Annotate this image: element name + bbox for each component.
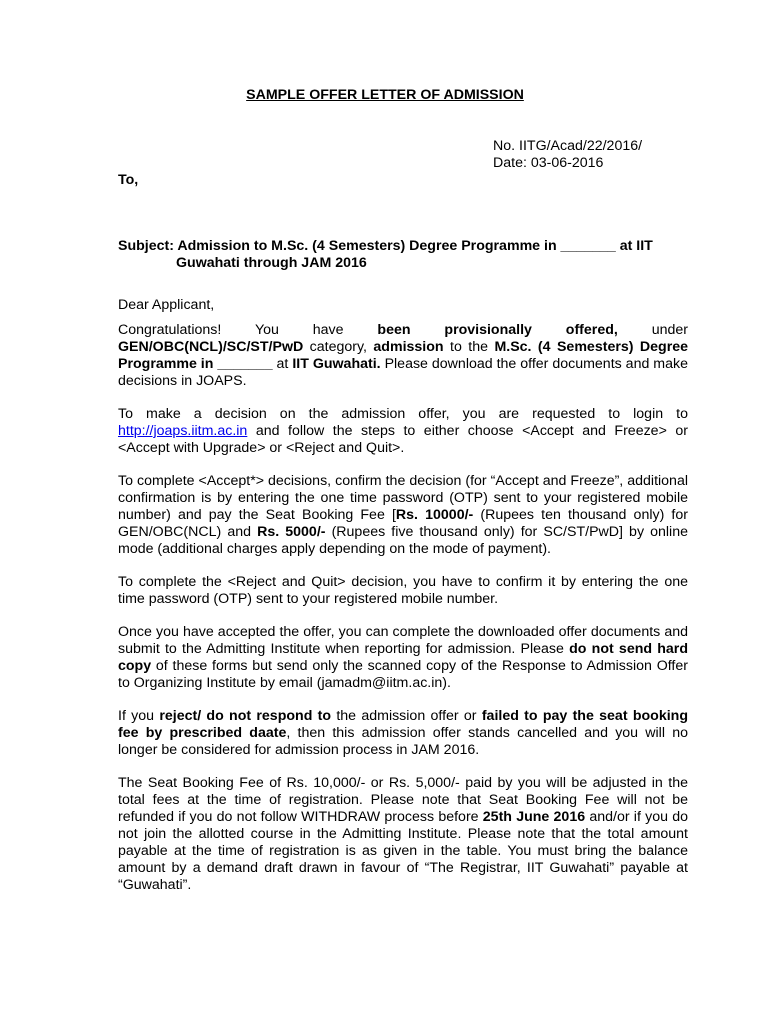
text: The Seat Booking Fee of Rs. 10,000/- or Rs. 5,000/- paid by you will be adjusted in the total fees at the time of registration. Please note that Seat Booking Fee will not be refunded if you do not follow WITHDRAW process before <box>118 775 688 825</box>
reference-number: No. IITG/Acad/22/2016/ <box>493 138 643 154</box>
text: (Rupees five thousand only) for SC/ST/PwD] by online mode (additional charges apply depending on the mode of payment). <box>118 524 688 557</box>
bold-text: IIT Guwahati. <box>292 356 381 372</box>
bold-text: M.Sc. (4 Semesters) Degree Programme in _______ <box>118 339 689 372</box>
subject-line <box>118 238 688 272</box>
text: at <box>272 356 293 372</box>
paragraph-documents <box>118 624 688 692</box>
text: of these forms but send only the scanned copy of the Response to Admission Offer to Organizing Institute by email (jamadm@iitm.ac.in). <box>118 658 688 691</box>
text: To make a decision on the admission offer, you are requested to login to <box>118 406 688 422</box>
subject-line-2: Guwahati through JAM 2016 <box>176 255 367 271</box>
bold-text: reject/ do not respond to <box>159 708 332 724</box>
bold-text: 25th June 2016 <box>482 809 586 825</box>
bold-text: been provisionally offered, <box>377 322 618 338</box>
bold-text: Rs. 10000/- <box>395 507 474 523</box>
text: Congratulations! You have <box>118 322 378 338</box>
text: If you <box>118 708 160 724</box>
paragraph-reject: To complete the <Reject and Quit> decision, you have to confirm it by entering the one time password (OTP) sent to your registered mobile number. <box>118 574 688 607</box>
text: category, <box>303 339 374 355</box>
bold-text: GEN/OBC(NCL)/SC/ST/PwD <box>118 339 304 355</box>
text: To complete <Accept*> decisions, confirm the decision (for “Accept and Freeze”, additional confirmation is by entering the one time password (OTP) sent to your registered mobile number) and pay the Seat Booking Fee [ <box>118 473 688 523</box>
bold-text: admission <box>373 339 444 355</box>
paragraph-congratulations <box>118 322 688 390</box>
paragraph-accept <box>118 473 688 558</box>
text: Once you have accepted the offer, you can complete the downloaded offer documents and submit to the Admitting Institute when reporting for admission. Please <box>118 624 688 657</box>
joaps-link[interactable]: http://joaps.iitm.ac.in <box>118 423 248 439</box>
paragraph-seat-fee <box>118 775 688 894</box>
page-title: SAMPLE OFFER LETTER OF ADMISSION <box>246 87 524 103</box>
bold-text: Rs. 5000/- <box>257 524 326 540</box>
salutation: Dear Applicant, <box>118 297 215 313</box>
letter-body <box>118 297 688 910</box>
text: , then this admission offer stands cancelled and you will no longer be considered for admission process in JAM 2016. <box>118 725 688 758</box>
text: the admission offer or <box>331 708 482 724</box>
subject-line-1: Subject: Admission to M.Sc. (4 Semesters) Degree Programme in _______ at IIT <box>118 238 653 254</box>
text: to the <box>443 339 495 355</box>
bold-text: failed to pay the seat booking fee by prescribed daate <box>118 708 688 741</box>
addressee-label: To, <box>118 172 139 188</box>
reference-block <box>493 138 642 172</box>
text: (Rupees ten thousand only) for GEN/OBC(NCL) and <box>118 507 688 540</box>
text: and/or if you do not join the allotted course in the Admitting Institute. Please note that the total amount payable at the time of registration is as given in the table. You must bring the balance amount by a demand draft drawn in favour of “The Registrar, IIT Guwahati” payable at “Guwahati”. <box>118 809 689 893</box>
text: under <box>617 322 688 338</box>
paragraph-cancellation <box>118 708 688 759</box>
bold-text: do not send hard copy <box>118 641 688 674</box>
text: Please download the offer documents and make decisions in JOAPS. <box>118 356 688 389</box>
text: and follow the steps to either choose <Accept and Freeze> or <Accept with Upgrade> or <Reject and Quit>. <box>118 423 688 456</box>
letter-date: Date: 03-06-2016 <box>493 155 604 171</box>
paragraph-decision <box>118 406 688 457</box>
